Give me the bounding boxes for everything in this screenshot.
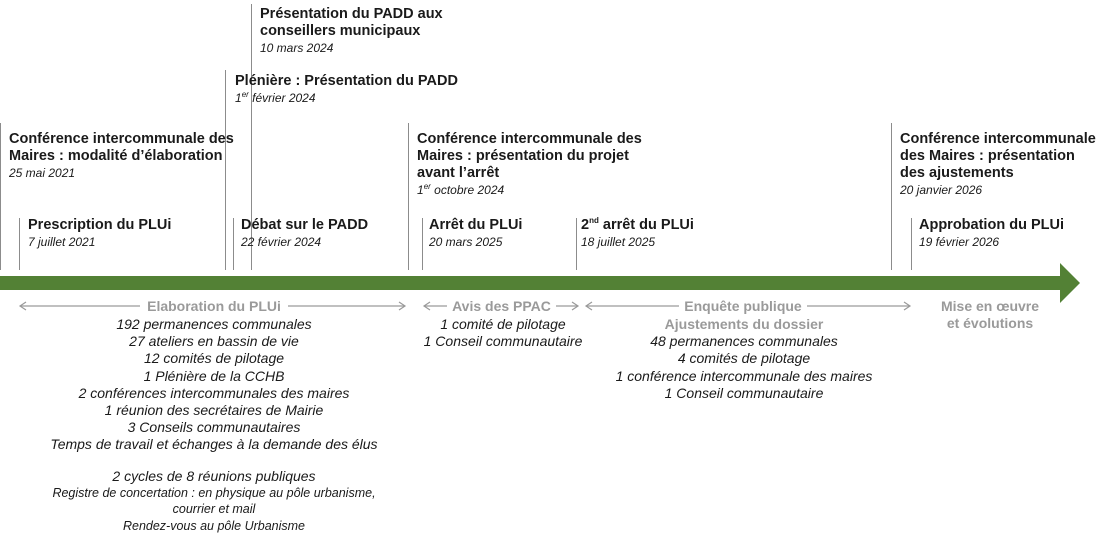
detail-item: 1 réunion des secrétaires de Mairie [104,402,324,419]
detail-item: 1 Conseil communautaire [664,384,824,401]
event-date: 20 janvier 2026 [900,183,983,197]
detail-item: 2 conférences intercommunales des maires [78,384,350,401]
phase-details-enquete [594,316,894,402]
detail-item: 1 comité de pilotage [440,316,566,332]
detail-item: Rendez-vous au pôle Urbanisme [122,518,306,533]
event-date: 22 février 2024 [241,235,322,249]
phase-details-avis-ppac [413,316,593,350]
phase-sublabel: Ajustements du dossier [664,316,824,332]
event-title: Débat sur le PADD [241,217,369,233]
event-date: 1er octobre 2024 [417,182,505,197]
event-pleniere [235,73,495,106]
detail-item: 2 cycles de 8 réunions publiques [112,467,316,484]
event-title: 2nd arrêt du PLUi [581,216,694,233]
event-title: Conférence intercommunale des Maires : modalité d’élaboration [9,131,234,164]
phase-label-line2: et évolutions [946,315,1034,331]
event-date: 1er février 2024 [235,90,316,105]
phase-label-elaboration: Elaboration du PLUi [147,298,281,314]
event-title: Prescription du PLUi [28,217,172,233]
event-title: Conférence intercommunale des Maires : présentation du projet avant l’arrêt [417,131,642,181]
event-arret [429,217,569,250]
detail-item: Registre de concertation : en physique au pôle urbanisme, [52,485,376,500]
event-line-conf-2021 [0,123,1,270]
detail-item: 27 ateliers en bassin de vie [129,333,299,350]
event-date: 18 juillet 2025 [581,235,656,249]
event-date: 25 mai 2021 [9,166,76,180]
event-title: Approbation du PLUi [919,217,1064,233]
event-pres-conseillers [260,6,470,56]
event-line-conf-2026 [891,123,892,270]
event-title: Arrêt du PLUi [429,217,523,233]
detail-item: 1 Plénière de la CCHB [143,367,285,384]
phase-label-avis-ppac: Avis des PPAC [452,298,551,314]
event-title: Plénière : Présentation du PADD [235,73,458,89]
event-prescription [28,217,228,250]
event-date: 20 mars 2025 [429,235,503,249]
phase-label-line1: Mise en œuvre [940,298,1040,314]
detail-item: Temps de travail et échanges à la demande des élus [50,436,378,453]
detail-item: 1 conférence intercommunale des maires [615,367,873,384]
phase-label-mise-en-oeuvre [915,298,1065,332]
event-date: 7 juillet 2021 [28,235,96,249]
detail-item: 48 permanences communales [650,333,838,350]
event-conf-2024 [417,131,657,198]
event-title: Présentation du PADD aux conseillers municipaux [260,6,443,39]
phase-label-enquete: Enquête publique [684,298,802,314]
detail-item: 4 comités de pilotage [677,350,811,367]
event-title: Conférence intercommunale des Maires : présentation des ajustements [900,131,1096,181]
event-conf-2021 [9,131,249,181]
event-date: 19 février 2026 [919,235,1000,249]
detail-item: 192 permanences communales [116,316,312,332]
detail-item: 12 comités de pilotage [143,350,285,367]
detail-item: 3 Conseils communautaires [127,419,301,436]
event-arret2 [581,217,741,250]
event-line-conf-2024 [408,123,409,270]
phase-details-elaboration [14,316,414,534]
event-debat-padd [241,217,401,250]
detail-item: 1 Conseil communautaire [423,333,583,350]
detail-item: courrier et mail [172,502,256,517]
event-conf-2026 [900,131,1100,198]
event-approbation [919,217,1089,250]
event-date: 10 mars 2024 [260,41,334,55]
timeline-arrow-shape [0,263,1080,303]
